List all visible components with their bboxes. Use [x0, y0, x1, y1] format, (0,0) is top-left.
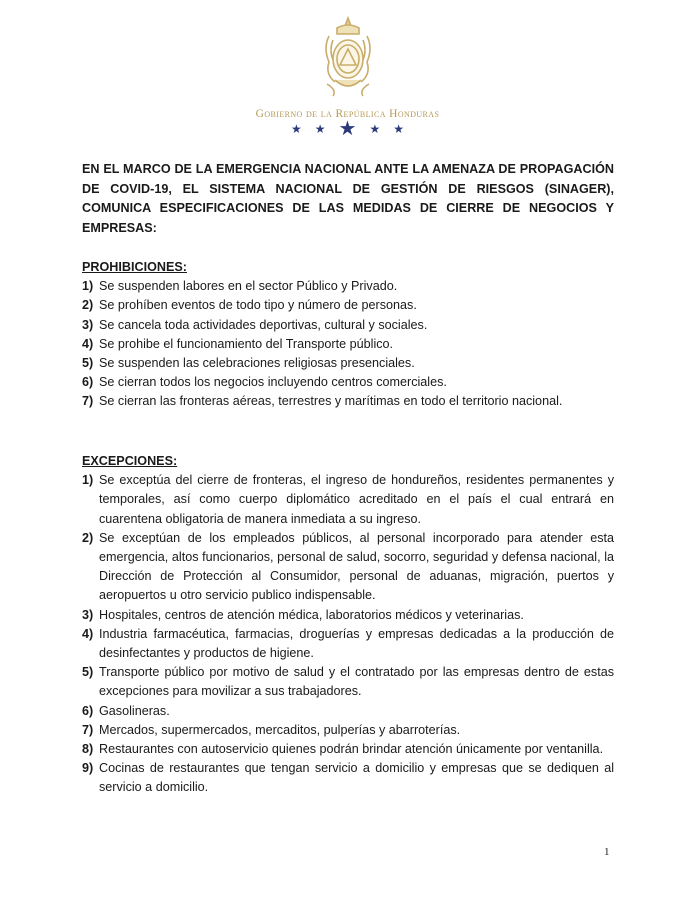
prohibiciones-list — [82, 277, 614, 411]
item-number: 4) — [82, 336, 94, 351]
item-text: Industria farmacéutica, farmacias, droguerías y empresas dedicadas a la producción de desinfectantes y productos de higiene. — [99, 626, 614, 661]
star-large-icon: ★ — [338, 118, 357, 140]
list-item — [82, 721, 614, 740]
item-text: Se cierran todos los negocios incluyendo centros comerciales. — [99, 375, 447, 390]
item-text: Transporte público por motivo de salud y el contratado por las empresas dentro de estas excepciones para movilizar a sus trabajadores. — [99, 665, 614, 699]
item-number: 6) — [82, 375, 94, 390]
list-item — [82, 759, 614, 797]
item-number: 3) — [82, 607, 94, 622]
list-item — [82, 354, 614, 373]
list-item — [82, 529, 614, 606]
item-text: Se exceptúan de los empleados públicos, al personal incorporado para atender esta emergencia, altos funcionarios, personal de salud, socorro, seguridad y defensa nacional, la Dirección de Protección al Consumidor, personal de aduanas, migración, puertos y aeropuertos u otro servicio publico indispensable. — [99, 530, 614, 603]
item-number: 2) — [82, 298, 94, 313]
item-number: 5) — [82, 665, 94, 680]
item-number: 8) — [82, 742, 94, 757]
item-number: 7) — [82, 722, 94, 737]
page-number: 1 — [604, 846, 610, 858]
item-number: 4) — [82, 626, 94, 641]
government-name: Gobierno de la República Honduras — [255, 108, 440, 120]
list-item — [82, 316, 614, 335]
item-number: 1) — [82, 279, 94, 294]
list-item — [82, 296, 614, 315]
list-item — [82, 373, 614, 392]
star-icon: ★ — [314, 122, 326, 136]
intro-heading: EN EL MARCO DE LA EMERGENCIA NACIONAL ANTE LA AMENAZA DE PROPAGACIÓN DE COVID-19, EL SISTEMA NACIONAL DE GESTIÓN DE RIESGOS (SINAGER), COMUNICA ESPECIFICACIONES DE LAS MEDIDAS DE CIERRE DE NEGOCIOS Y EMPRESAS: — [82, 162, 614, 235]
document-header — [0, 14, 695, 140]
item-text: Se exceptúa del cierre de fronteras, el ingreso de hondureños, residentes permanentes y temporales, así como cuerpo diplomático acreditado en el país el cual entrará en cuarentena obligatoria de manera inmediata a su ingreso. — [99, 473, 614, 526]
item-text: Se cierran las fronteras aéreas, terrestres y marítimas en todo el territorio nacional. — [99, 394, 563, 409]
prohibiciones-section — [82, 258, 614, 412]
list-item — [82, 392, 614, 411]
item-text: Se prohíben eventos de todo tipo y número de personas. — [99, 298, 417, 313]
list-item — [82, 740, 614, 759]
list-item — [82, 702, 614, 721]
stars-row — [0, 118, 695, 140]
list-item — [82, 606, 614, 625]
item-number: 9) — [82, 761, 94, 776]
item-number: 5) — [82, 356, 94, 371]
item-text: Se prohibe el funcionamiento del Transporte público. — [99, 336, 394, 351]
list-item — [82, 277, 614, 296]
item-number: 6) — [82, 703, 94, 718]
star-icon: ★ — [291, 122, 302, 136]
excepciones-section — [82, 452, 614, 798]
star-icon: ★ — [369, 122, 381, 136]
list-item — [82, 471, 614, 529]
item-number: 7) — [82, 394, 94, 409]
section-title-prohibiciones: PROHIBICIONES: — [82, 260, 187, 274]
item-text: Mercados, supermercados, mercaditos, pulperías y abarroterías. — [99, 722, 461, 737]
item-number: 1) — [82, 473, 94, 488]
item-text: Se suspenden labores en el sector Público y Privado. — [99, 279, 398, 294]
item-text: Restaurantes con autoservicio quienes podrán brindar atención únicamente por ventanilla. — [99, 742, 604, 757]
coat-of-arms-icon — [315, 14, 381, 100]
item-number: 3) — [82, 317, 94, 332]
item-text: Se cancela toda actividades deportivas, cultural y sociales. — [99, 317, 428, 332]
item-text: Cocinas de restaurantes que tengan servicio a domicilio y empresas que se dediquen al servicio a domicilio. — [99, 761, 614, 795]
item-text: Gasolineras. — [99, 703, 170, 718]
item-text: Hospitales, centros de atención médica, laboratorios médicos y veterinarias. — [99, 607, 524, 622]
excepciones-list — [82, 471, 614, 797]
item-number: 2) — [82, 530, 94, 545]
item-text: Se suspenden las celebraciones religiosas presenciales. — [99, 356, 415, 371]
list-item — [82, 335, 614, 354]
star-icon: ★ — [393, 122, 404, 136]
list-item — [82, 625, 614, 663]
section-title-excepciones: EXCEPCIONES: — [82, 454, 178, 468]
list-item — [82, 663, 614, 701]
